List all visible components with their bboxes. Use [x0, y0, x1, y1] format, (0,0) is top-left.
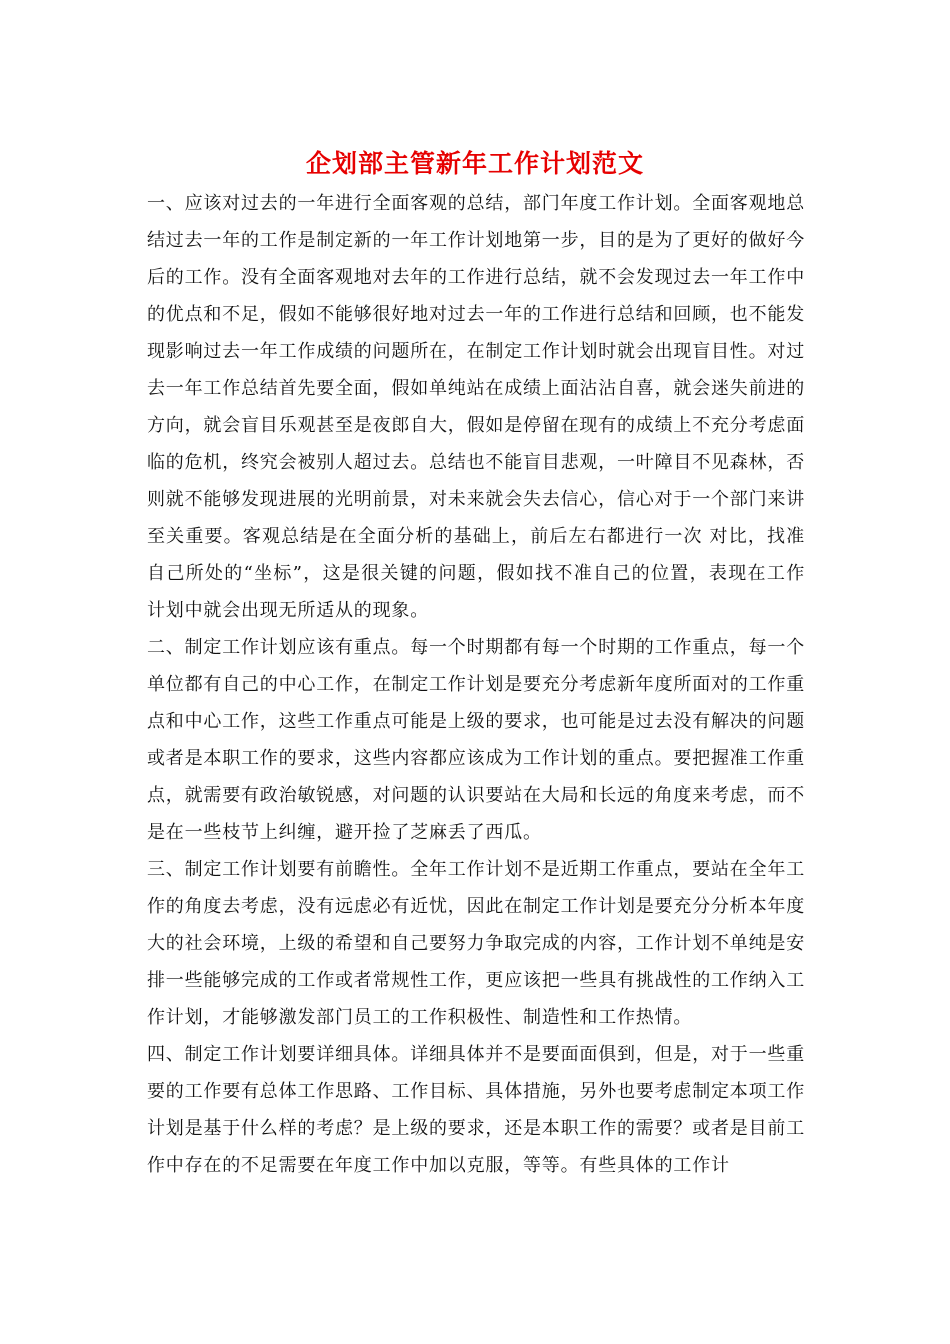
document-title: 企划部主管新年工作计划范文 — [305, 149, 644, 178]
paragraph-4: 四、制定工作计划要详细具体。详细具体并不是要面面俱到，但是，对于一些重要的工作要有总体工作思路、工作目标、具体措施，另外也要考虑制定本项工作计划是基于什么样的考虑？是上级的要求，还是本职工作的需要？或者是目前工作中存在的不足需要在年度工作中加以克服，等等。有些具体的工作计 — [147, 1044, 805, 1176]
paragraph-1: 一、应该对过去的一年进行全面客观的总结，部门年度工作计划。全面客观地总结过去一年的工作是制定新的一年工作计划地第一步，目的是为了更好的做好今后的工作。没有全面客观地对去年的工作进行总结，就不会发现过去一年工作中的优点和不足，假如不能够很好地对过去一年的工作进行总结和回顾，也不能发现影响过去一年工作成绩的问题所在，在制定工作计划时就会出现盲目性。对过去一年工作总结首先要全面，假如单纯站在成绩上面沾沾自喜，就会迷失前进的方向，就会盲目乐观甚至是夜郎自大，假如是停留在现有的成绩上不充分考虑面临的危机，终究会被别人超过去。总结也不能盲目悲观，一叶障目不见森林，否则就不能够发现进展的光明前景，对未来就会失去信心，信心对于一个部门来讲至关重要。客观总结是在全面分析的基础上，前后左右都进行一次 对比，找准自己所处的“坐标”，这是很关键的问题，假如找不准自己的位置，表现在工作计划中就会出现无所适从的现象。 — [147, 193, 805, 621]
paragraph-3: 三、制定工作计划要有前瞻性。全年工作计划不是近期工作重点，要站在全年工作的角度去考虑，没有远虑必有近忧，因此在制定工作计划是要充分分析本年度大的社会环境，上级的希望和自己要努力争取完成的内容，工作计划不单纯是安排一些能够完成的工作或者常规性工作，更应该把一些具有挑战性的工作纳入工作计划，才能够激发部门员工的工作积极性、制造性和工作热情。 — [147, 859, 805, 1028]
document-body — [147, 185, 805, 1184]
paragraph-2: 二、制定工作计划应该有重点。每一个时期都有每一个时期的工作重点，每一个单位都有自己的中心工作，在制定工作计划是要充分考虑新年度所面对的工作重点和中心工作，这些工作重点可能是上级的要求，也可能是过去没有解决的问题或者是本职工作的要求，这些内容都应该成为工作计划的重点。要把握准工作重点，就需要有政治敏锐感，对问题的认识要站在大局和长远的角度来考虑，而不是在一些枝节上纠缠，避开捡了芝麻丢了西瓜。 — [147, 637, 805, 843]
